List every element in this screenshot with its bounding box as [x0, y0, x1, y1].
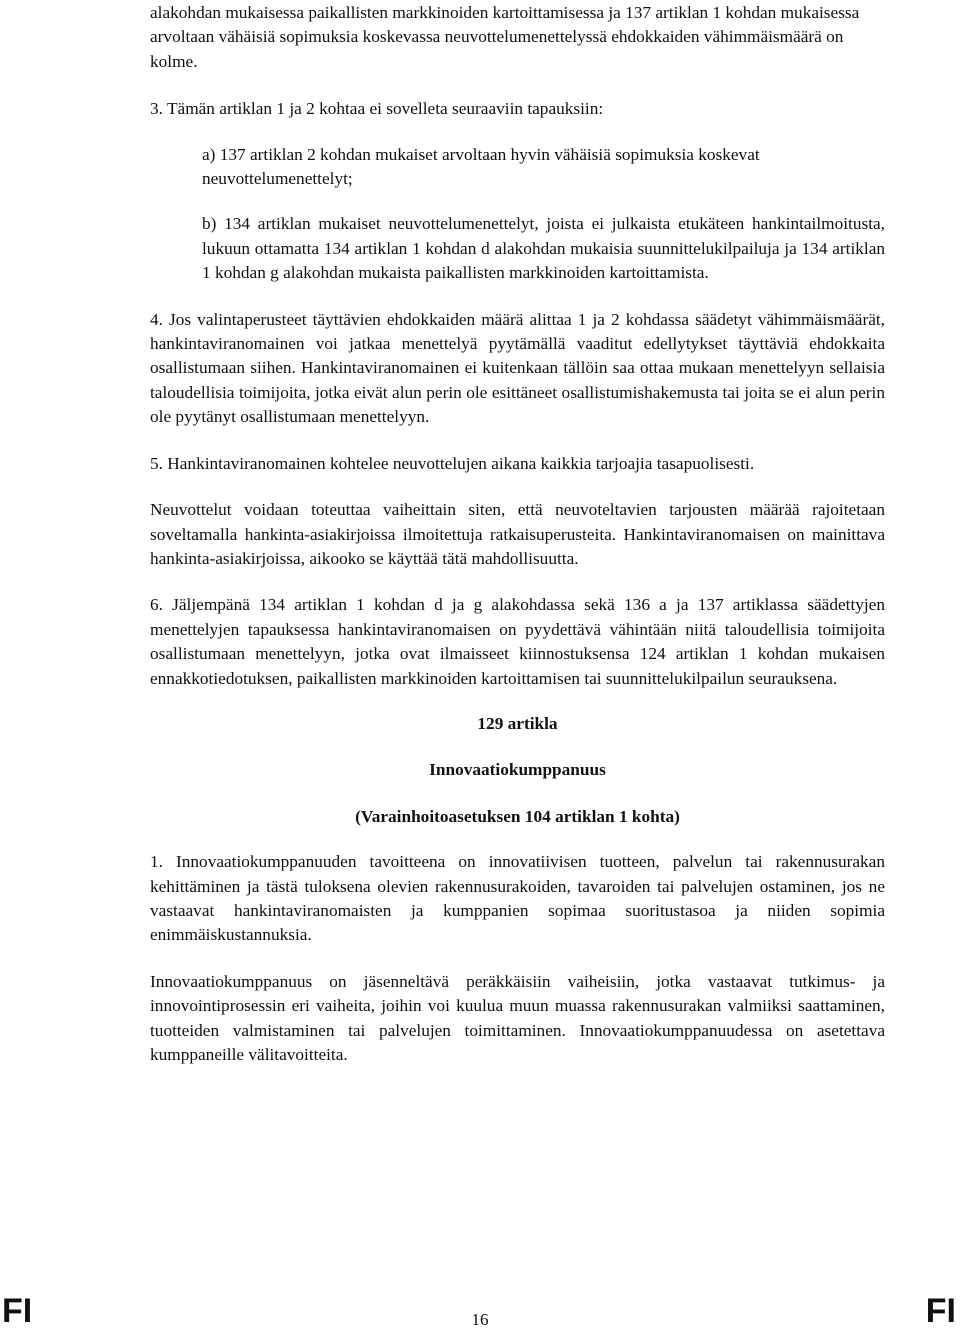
paragraph-3b: b) 134 artiklan mukaiset neuvottelumenettelyt, joista ei julkaista etukäteen hankintailmoitusta, lukuun ottamatta 134 artiklan 1 kohdan d alakohdan mukaisia suunnittelukilpailuja ja 134 artiklan 1 kohdan g alakohdan mukaista paikallisten markkinoiden kartoittamista.	[202, 214, 885, 283]
article-paragraph-2: Innovaatiokumppanuus on jäsenneltävä peräkkäisiin vaiheisiin, jotka vastaavat tutkimus- ja innovointiprosessin eri vaiheita, joihin voi kuulua muun muassa rakennusurakan valmiiksi saattaminen, tuotteiden valmistaminen tai palvelujen toimittaminen. Innovaatiokumppanuudessa on asetettava kumppaneille välitavoitteita.	[150, 971, 885, 1064]
article-number: 129 artikla	[477, 713, 558, 733]
paragraph-5: 5. Hankintaviranomainen kohtelee neuvottelujen aikana kaikkia tarjoajia tasapuolisesti.	[150, 453, 755, 473]
paragraph-5-negotiation: Neuvottelut voidaan toteuttaa vaiheittain siten, että neuvoteltavien tarjousten määrää rajoitetaan soveltamalla hankinta-asiakirjoissa ilmoitettuja ratkaisuperusteita. Hankintaviranomaisen on mainittava hankinta-asiakirjoissa, aikooko se käyttää tätä mahdollisuutta.	[150, 500, 885, 568]
article-reference: (Varainhoitoasetuksen 104 artiklan 1 kohta)	[355, 806, 680, 826]
page-number: 16	[471, 1310, 489, 1329]
paragraph-continuation: alakohdan mukaisessa paikallisten markkinoiden kartoittamisessa ja 137 artiklan 1 kohdan mukaisessa arvoltaan vähäisiä sopimuksia koskevassa neuvottelumenettelyssä ehdokkaiden vähimmäismäärä on kolme.	[150, 3, 860, 71]
paragraph-3: 3. Tämän artiklan 1 ja 2 kohtaa ei sovelleta seuraaviin tapauksiin:	[150, 99, 604, 119]
article-title: Innovaatiokumppanuus	[429, 760, 606, 780]
article-paragraph-1: 1. Innovaatiokumppanuuden tavoitteena on innovatiivisen tuotteen, palvelun tai rakennusurakan kehittäminen ja tästä tuloksena olevien rakennusurakoiden, tavaroiden tai palvelujen ostaminen, jos ne vastaavat hankintaviranomaisten ja kumppanien sopimaa suoritustasoa ja niiden sopimia enimmäiskustannuksia.	[150, 852, 885, 945]
paragraph-6: 6. Jäljempänä 134 artiklan 1 kohdan d ja g alakohdassa sekä 136 a ja 137 artiklassa säädettyjen menettelyjen tapauksessa hankintaviranomaisen on pyydettävä vähintään niitä taloudellisia toimijoita osallistumaan menettelyyn, jotka ovat ilmaisseet kiinnostuksensa 124 artiklan 1 kohdan mukaisen ennakkotiedotuksen, paikallisten markkinoiden kartoittamisen tai suunnittelukilpailun seurauksena.	[150, 595, 885, 688]
paragraph-3a: a) 137 artiklan 2 kohdan mukaiset arvoltaan hyvin vähäisiä sopimuksia koskevat neuvottelumenettelyt;	[202, 144, 760, 189]
footer-language-right: FI	[925, 1292, 956, 1330]
document-body	[150, 0, 885, 1067]
footer-language-left: FI	[2, 1292, 33, 1330]
paragraph-4: 4. Jos valintaperusteet täyttävien ehdokkaiden määrä alittaa 1 ja 2 kohdassa säädetyt vähimmäismäärät, hankintaviranomainen voi jatkaa menettelyä pyytämällä vaaditut edellytykset täyttäviä ehdokkaita osallistumaan siihen. Hankintaviranomainen ei kuitenkaan tällöin saa ottaa mukaan menettelyyn sellaisia taloudellisia toimijoita, jotka eivät alun perin ole esittäneet osallistumishakemusta tai joita se ei alun perin ole pyytänyt osallistumaan menettelyyn.	[150, 309, 885, 427]
